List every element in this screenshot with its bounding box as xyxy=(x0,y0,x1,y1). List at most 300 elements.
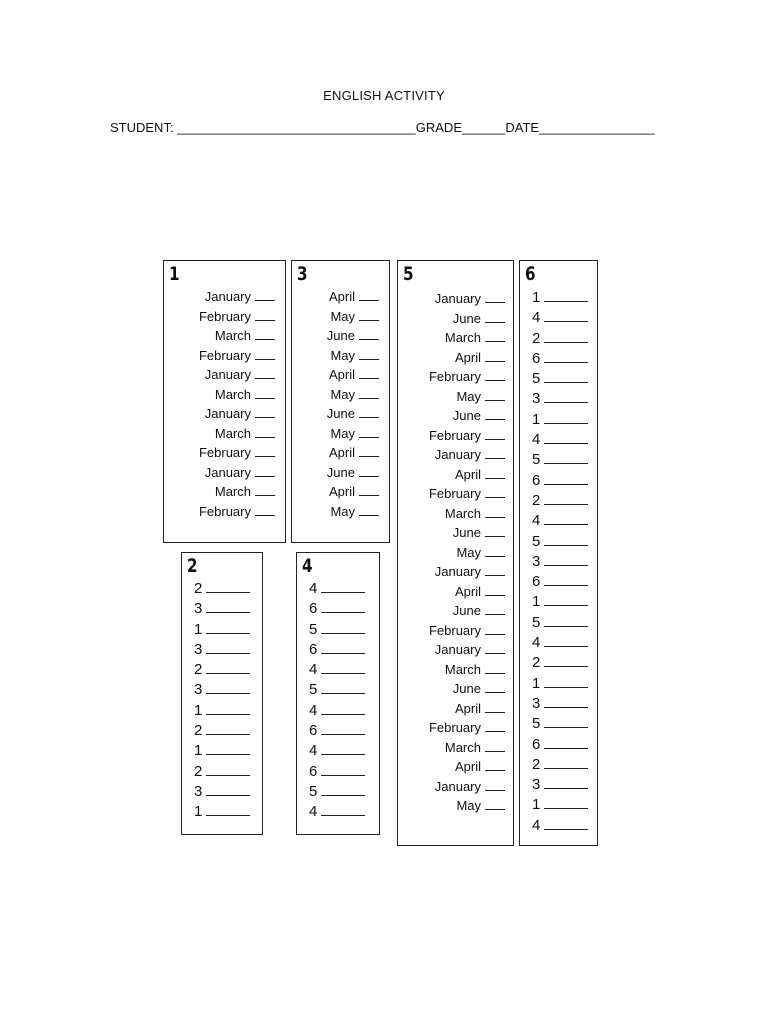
answer-blank[interactable] xyxy=(485,350,505,362)
answer-blank[interactable] xyxy=(485,330,505,342)
item-label: 2 xyxy=(532,329,541,347)
item-label: 5 xyxy=(532,370,541,388)
answer-blank[interactable] xyxy=(206,662,250,674)
month-item xyxy=(429,740,505,760)
number-item xyxy=(532,431,588,451)
answer-blank[interactable] xyxy=(544,310,588,322)
answer-blank[interactable] xyxy=(359,504,379,516)
answer-blank[interactable] xyxy=(359,289,379,301)
answer-blank[interactable] xyxy=(544,534,588,546)
number-item xyxy=(532,350,588,370)
item-label: June xyxy=(452,408,481,423)
answer-blank[interactable] xyxy=(321,581,365,593)
answer-blank[interactable] xyxy=(544,655,588,667)
answer-blank[interactable] xyxy=(359,348,379,360)
answer-blank[interactable] xyxy=(321,723,365,735)
number-item xyxy=(532,817,588,837)
answer-blank[interactable] xyxy=(321,743,365,755)
number-item xyxy=(309,661,365,681)
answer-blank[interactable] xyxy=(206,622,250,634)
number-item xyxy=(194,600,250,620)
student-grade-date-line: STUDENT: _________________________________GRADE______DATE________________ xyxy=(110,120,655,135)
item-label: 2 xyxy=(194,661,203,679)
answer-blank[interactable] xyxy=(321,764,365,776)
item-label: 1 xyxy=(532,289,541,306)
item-label: 2 xyxy=(532,654,541,672)
answer-blank[interactable] xyxy=(255,348,275,360)
item-label: March xyxy=(214,386,251,402)
month-item xyxy=(327,309,379,329)
number-item xyxy=(532,654,588,674)
item-label: April xyxy=(328,445,355,460)
item-label: 1 xyxy=(532,674,541,692)
box-number: 1 xyxy=(169,263,180,285)
number-item xyxy=(532,776,588,796)
item-label: January xyxy=(204,406,251,421)
answer-blank[interactable] xyxy=(544,513,588,525)
answer-blank[interactable] xyxy=(544,777,588,789)
number-item xyxy=(194,681,250,701)
item-label: 1 xyxy=(532,593,541,611)
item-label: 3 xyxy=(194,640,203,658)
number-item xyxy=(532,492,588,512)
item-label: 2 xyxy=(532,491,541,509)
answer-blank[interactable] xyxy=(485,662,505,674)
answer-blank[interactable] xyxy=(544,615,588,627)
answer-blank[interactable] xyxy=(321,601,365,613)
answer-blank[interactable] xyxy=(321,804,365,816)
answer-blank[interactable] xyxy=(544,290,588,302)
answer-blank[interactable] xyxy=(544,371,588,383)
answer-blank[interactable] xyxy=(544,797,588,809)
item-label: June xyxy=(452,681,481,696)
month-item xyxy=(429,428,505,448)
box-3 xyxy=(291,260,390,543)
item-label: 4 xyxy=(309,661,318,679)
month-item xyxy=(199,504,275,524)
number-item xyxy=(309,742,365,762)
month-item xyxy=(199,406,275,426)
item-label: 5 xyxy=(532,451,541,469)
month-item xyxy=(429,506,505,526)
number-item xyxy=(309,600,365,620)
answer-blank[interactable] xyxy=(485,506,505,518)
month-item xyxy=(429,408,505,428)
item-label: 4 xyxy=(532,816,541,834)
item-label: 1 xyxy=(532,410,541,428)
item-label: February xyxy=(428,427,481,443)
item-label: May xyxy=(456,388,481,404)
month-item xyxy=(199,348,275,368)
item-label: 3 xyxy=(194,600,203,618)
answer-blank[interactable] xyxy=(359,367,379,379)
answer-blank[interactable] xyxy=(206,703,250,715)
answer-blank[interactable] xyxy=(485,408,505,420)
item-label: 1 xyxy=(194,803,203,821)
month-item xyxy=(429,545,505,565)
item-label: March xyxy=(444,505,481,521)
item-label: June xyxy=(326,328,355,343)
answer-blank[interactable] xyxy=(485,798,505,810)
item-label: 3 xyxy=(532,552,541,570)
number-item xyxy=(532,451,588,471)
item-label: April xyxy=(454,349,481,365)
box-4 xyxy=(296,552,380,835)
answer-blank[interactable] xyxy=(359,465,379,477)
item-label: 6 xyxy=(532,349,541,367)
box-number: 4 xyxy=(302,555,313,577)
answer-blank[interactable] xyxy=(485,701,505,713)
item-label: January xyxy=(434,778,481,794)
item-label: 3 xyxy=(532,694,541,712)
item-label: April xyxy=(454,700,481,716)
item-label: 2 xyxy=(532,755,541,773)
month-item xyxy=(429,447,505,467)
answer-blank[interactable] xyxy=(485,311,505,323)
number-item xyxy=(309,803,365,823)
month-item xyxy=(429,603,505,623)
answer-blank[interactable] xyxy=(321,682,365,694)
answer-blank[interactable] xyxy=(359,426,379,438)
item-label: May xyxy=(330,386,355,402)
answer-blank[interactable] xyxy=(544,676,588,688)
answer-blank[interactable] xyxy=(544,473,588,485)
item-label: 6 xyxy=(532,573,541,591)
item-label: 4 xyxy=(532,634,541,652)
number-item xyxy=(532,715,588,735)
item-label: 4 xyxy=(532,309,541,327)
number-item xyxy=(532,593,588,613)
answer-blank[interactable] xyxy=(485,486,505,498)
month-item xyxy=(199,387,275,407)
item-label: April xyxy=(454,583,481,599)
number-item xyxy=(309,681,365,701)
number-item xyxy=(532,756,588,776)
month-item xyxy=(429,467,505,487)
answer-blank[interactable] xyxy=(255,328,275,340)
answer-blank[interactable] xyxy=(206,723,250,735)
number-item xyxy=(194,763,250,783)
item-label: February xyxy=(198,445,251,460)
item-label: 4 xyxy=(532,512,541,530)
answer-blank[interactable] xyxy=(544,554,588,566)
answer-blank[interactable] xyxy=(485,545,505,557)
answer-blank[interactable] xyxy=(206,804,250,816)
month-item xyxy=(429,759,505,779)
month-item xyxy=(199,328,275,348)
answer-blank[interactable] xyxy=(485,759,505,771)
item-label: January xyxy=(204,289,251,304)
answer-blank[interactable] xyxy=(255,445,275,457)
item-label: 5 xyxy=(532,532,541,550)
item-label: March xyxy=(214,328,251,343)
month-item xyxy=(199,426,275,446)
answer-blank[interactable] xyxy=(321,622,365,634)
month-item xyxy=(429,681,505,701)
answer-blank[interactable] xyxy=(206,743,250,755)
item-label: May xyxy=(330,308,355,324)
number-item xyxy=(309,722,365,742)
answer-blank[interactable] xyxy=(485,779,505,791)
month-item xyxy=(199,367,275,387)
month-item xyxy=(429,486,505,506)
item-label: April xyxy=(328,289,355,304)
number-item xyxy=(194,641,250,661)
item-label: June xyxy=(452,603,481,618)
item-label: 4 xyxy=(309,580,318,597)
answer-blank[interactable] xyxy=(206,682,250,694)
month-item xyxy=(199,289,275,309)
number-item xyxy=(194,661,250,681)
month-item xyxy=(429,779,505,799)
item-label: 6 xyxy=(532,735,541,753)
item-label: 6 xyxy=(309,722,318,740)
answer-blank[interactable] xyxy=(544,716,588,728)
number-item xyxy=(309,783,365,803)
number-item xyxy=(309,702,365,722)
number-item xyxy=(309,621,365,641)
item-label: June xyxy=(326,464,355,480)
answer-blank[interactable] xyxy=(206,581,250,593)
month-item xyxy=(199,465,275,485)
answer-blank[interactable] xyxy=(544,737,588,749)
answer-blank[interactable] xyxy=(359,445,379,457)
month-item xyxy=(429,369,505,389)
answer-blank[interactable] xyxy=(321,642,365,654)
answer-blank[interactable] xyxy=(206,642,250,654)
item-label: 5 xyxy=(532,715,541,733)
number-item xyxy=(532,370,588,390)
month-item xyxy=(429,584,505,604)
item-label: 2 xyxy=(194,580,203,597)
item-label: 4 xyxy=(309,742,318,760)
answer-blank[interactable] xyxy=(255,367,275,379)
number-list xyxy=(194,580,250,824)
item-label: 4 xyxy=(309,803,318,821)
answer-blank[interactable] xyxy=(485,389,505,401)
item-label: 2 xyxy=(194,722,203,740)
answer-blank[interactable] xyxy=(485,603,505,615)
number-item xyxy=(532,512,588,532)
item-label: 4 xyxy=(532,431,541,449)
item-label: June xyxy=(452,525,481,540)
number-item xyxy=(309,641,365,661)
answer-blank[interactable] xyxy=(544,493,588,505)
answer-blank[interactable] xyxy=(206,764,250,776)
answer-blank[interactable] xyxy=(544,391,588,403)
month-item xyxy=(429,623,505,643)
answer-blank[interactable] xyxy=(255,387,275,399)
number-item xyxy=(194,783,250,803)
answer-blank[interactable] xyxy=(321,662,365,674)
item-label: January xyxy=(204,464,251,480)
item-label: 5 xyxy=(532,613,541,631)
answer-blank[interactable] xyxy=(485,291,505,303)
number-item xyxy=(194,702,250,722)
answer-blank[interactable] xyxy=(485,369,505,381)
item-label: February xyxy=(198,308,251,324)
answer-blank[interactable] xyxy=(544,574,588,586)
item-label: January xyxy=(434,564,481,579)
item-label: March xyxy=(214,425,251,441)
month-item xyxy=(327,484,379,504)
number-item xyxy=(532,533,588,553)
item-label: 1 xyxy=(194,742,203,760)
month-item xyxy=(429,662,505,682)
number-item xyxy=(194,803,250,823)
item-label: January xyxy=(204,367,251,382)
month-item xyxy=(429,798,505,818)
month-item xyxy=(327,289,379,309)
month-item xyxy=(429,291,505,311)
item-label: 2 xyxy=(194,762,203,780)
answer-blank[interactable] xyxy=(359,406,379,418)
month-item xyxy=(327,426,379,446)
item-label: 3 xyxy=(532,390,541,408)
item-label: 5 xyxy=(309,782,318,800)
answer-blank[interactable] xyxy=(359,328,379,340)
number-item xyxy=(532,330,588,350)
answer-blank[interactable] xyxy=(485,428,505,440)
number-list xyxy=(309,580,365,824)
answer-blank[interactable] xyxy=(255,406,275,418)
number-item xyxy=(532,309,588,329)
number-item xyxy=(532,289,588,309)
month-item xyxy=(429,350,505,370)
item-label: May xyxy=(330,425,355,441)
answer-blank[interactable] xyxy=(359,387,379,399)
number-item xyxy=(532,472,588,492)
answer-blank[interactable] xyxy=(544,696,588,708)
answer-blank[interactable] xyxy=(359,484,379,496)
answer-blank[interactable] xyxy=(485,642,505,654)
item-label: 1 xyxy=(532,796,541,814)
month-item xyxy=(327,445,379,465)
answer-blank[interactable] xyxy=(485,447,505,459)
number-item xyxy=(532,634,588,654)
number-item xyxy=(532,411,588,431)
page-title: ENGLISH ACTIVITY xyxy=(323,88,445,103)
month-item xyxy=(429,642,505,662)
answer-blank[interactable] xyxy=(485,720,505,732)
answer-blank[interactable] xyxy=(206,601,250,613)
answer-blank[interactable] xyxy=(544,635,588,647)
item-label: 5 xyxy=(309,681,318,699)
answer-blank[interactable] xyxy=(359,309,379,321)
answer-blank[interactable] xyxy=(255,504,275,516)
item-label: April xyxy=(328,367,355,382)
item-label: 6 xyxy=(532,471,541,489)
item-label: 1 xyxy=(194,620,203,638)
item-label: May xyxy=(456,798,481,813)
box-6 xyxy=(519,260,598,846)
item-label: 3 xyxy=(194,782,203,800)
item-label: June xyxy=(452,310,481,326)
item-label: 3 xyxy=(532,776,541,794)
answer-blank[interactable] xyxy=(485,525,505,537)
number-item xyxy=(532,695,588,715)
number-item xyxy=(194,580,250,600)
month-item xyxy=(327,406,379,426)
month-item xyxy=(199,445,275,465)
number-item xyxy=(532,573,588,593)
item-label: February xyxy=(198,503,251,519)
number-item xyxy=(532,675,588,695)
item-label: January xyxy=(434,447,481,462)
month-item xyxy=(429,389,505,409)
number-item xyxy=(194,722,250,742)
item-label: January xyxy=(434,642,481,657)
number-item xyxy=(194,742,250,762)
month-item xyxy=(327,465,379,485)
answer-blank[interactable] xyxy=(255,426,275,438)
answer-blank[interactable] xyxy=(544,594,588,606)
answer-blank[interactable] xyxy=(485,623,505,635)
month-item xyxy=(327,328,379,348)
item-label: June xyxy=(326,406,355,421)
answer-blank[interactable] xyxy=(544,432,588,444)
month-item xyxy=(429,525,505,545)
month-item xyxy=(327,387,379,407)
answer-blank[interactable] xyxy=(544,757,588,769)
answer-blank[interactable] xyxy=(206,784,250,796)
answer-blank[interactable] xyxy=(255,309,275,321)
item-label: February xyxy=(428,720,481,735)
number-item xyxy=(532,796,588,816)
answer-blank[interactable] xyxy=(544,331,588,343)
answer-blank[interactable] xyxy=(485,564,505,576)
month-item xyxy=(199,484,275,504)
number-item xyxy=(532,390,588,410)
item-label: 6 xyxy=(309,600,318,618)
answer-blank[interactable] xyxy=(544,412,588,424)
number-item xyxy=(309,580,365,600)
answer-blank[interactable] xyxy=(544,818,588,830)
answer-blank[interactable] xyxy=(321,703,365,715)
answer-blank[interactable] xyxy=(255,484,275,496)
answer-blank[interactable] xyxy=(485,740,505,752)
item-label: February xyxy=(428,369,481,384)
month-item xyxy=(429,564,505,584)
answer-blank[interactable] xyxy=(321,784,365,796)
item-label: February xyxy=(428,486,481,501)
answer-blank[interactable] xyxy=(544,351,588,363)
month-item xyxy=(327,504,379,524)
box-1 xyxy=(163,260,286,543)
answer-blank[interactable] xyxy=(544,452,588,464)
number-list xyxy=(532,289,588,837)
answer-blank[interactable] xyxy=(255,465,275,477)
item-label: 6 xyxy=(309,762,318,780)
box-number: 3 xyxy=(297,263,308,285)
answer-blank[interactable] xyxy=(485,584,505,596)
item-label: February xyxy=(428,622,481,638)
item-label: May xyxy=(330,347,355,363)
answer-blank[interactable] xyxy=(255,289,275,301)
month-item xyxy=(199,309,275,329)
month-item xyxy=(429,720,505,740)
item-label: April xyxy=(454,759,481,774)
item-label: May xyxy=(330,503,355,519)
number-item xyxy=(309,763,365,783)
item-label: March xyxy=(444,739,481,755)
number-item xyxy=(532,553,588,573)
box-5 xyxy=(397,260,514,846)
month-item xyxy=(429,701,505,721)
answer-blank[interactable] xyxy=(485,681,505,693)
answer-blank[interactable] xyxy=(485,467,505,479)
box-number: 5 xyxy=(403,263,414,285)
